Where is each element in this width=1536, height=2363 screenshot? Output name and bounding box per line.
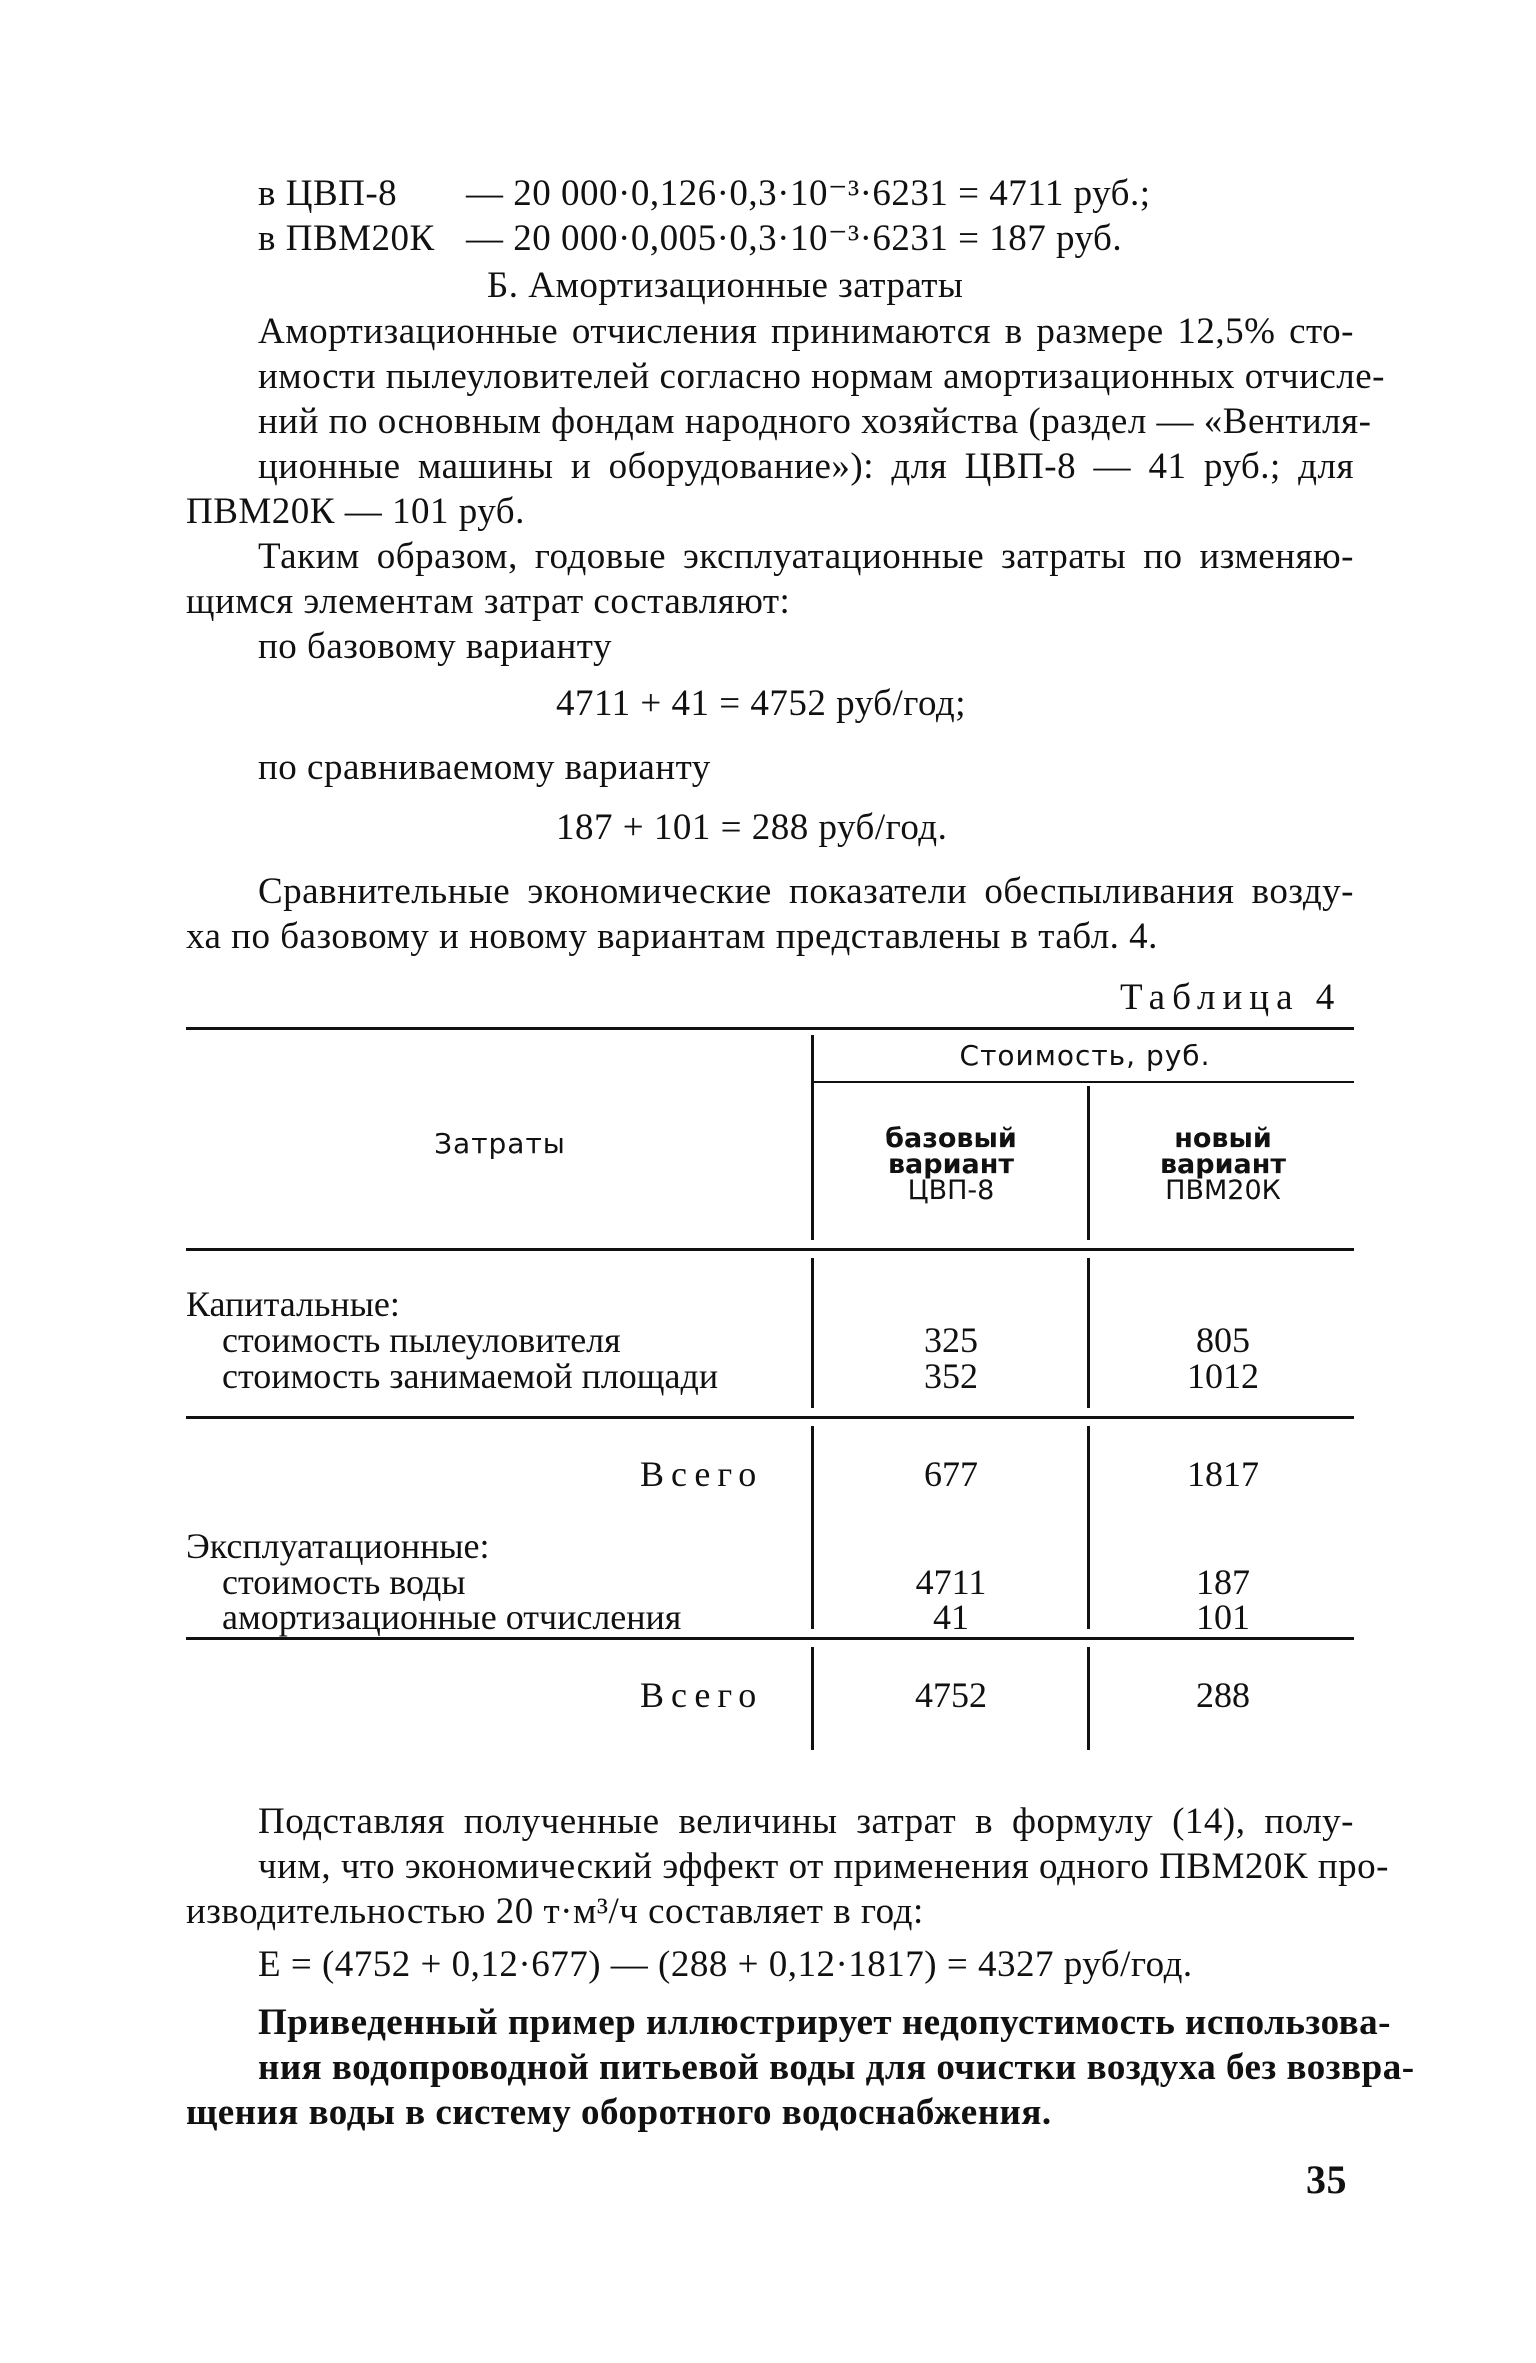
paragraph-line: изводительностью 20 т·м³/ч составляет в год: (186, 1891, 924, 1932)
formula-cvp: — 20 000·0,126·0,3·10⁻³·6231 = 4711 руб.; (466, 173, 1151, 214)
row-heading-capital: Капитальные: (186, 1284, 400, 1324)
formula-label-pvm: в ПВМ20К (258, 218, 435, 259)
cell-dust-collector-base: 325 (924, 1320, 978, 1360)
table-top-rule (186, 1027, 1354, 1030)
cell-operating-total-base: 4752 (915, 1675, 987, 1715)
base-variant-label: по базовому варианту (258, 626, 612, 667)
cell-area-new: 1012 (1187, 1356, 1259, 1396)
compare-variant-label: по сравниваемому варианту (258, 747, 711, 788)
cell-water-base: 4711 (915, 1562, 987, 1602)
row-label-depreciation: амортизационные отчисления (222, 1597, 682, 1637)
table-caption: Таблица 4 (1120, 977, 1342, 1018)
paragraph-line: ний по основным фондам народного хозяйства (раздел — «Вентиля- (258, 401, 1372, 442)
table-col-rule (811, 1035, 814, 1240)
col-header-new-line3: ПВМ20К (1165, 1175, 1281, 1206)
cell-area-base: 352 (924, 1356, 978, 1396)
page-number: 35 (1306, 2157, 1347, 2202)
col-header-base (815, 1123, 1087, 1206)
table-capital-rule (186, 1416, 1354, 1419)
formula-line-cvp (258, 172, 1151, 216)
paragraph-line: ПВМ20К — 101 руб. (186, 491, 525, 532)
paragraph-line: чим, что экономический эффект от применения одного ПВМ20К про- (258, 1846, 1389, 1887)
paragraph-line: Амортизационные отчисления принимаются в размере 12,5% сто- (258, 311, 1354, 352)
cell-dust-collector-new: 805 (1196, 1320, 1250, 1360)
table-header-rule (186, 1248, 1354, 1251)
col-header-base-line3: ЦВП-8 (907, 1175, 995, 1206)
paragraph-line: Приведенный пример иллюстрирует недопустимость использова- (258, 2002, 1391, 2043)
paragraph-line: ха по базовому и новому вариантам представлены в табл. 4. (186, 916, 1158, 957)
table-col-rule (811, 1426, 814, 1629)
col-header-value-group: Стоимость, руб. (959, 1039, 1211, 1072)
row-label-water: стоимость воды (222, 1562, 466, 1602)
table-col-rule (1087, 1647, 1090, 1750)
cell-depreciation-new: 101 (1196, 1597, 1250, 1637)
paragraph-line: Сравнительные экономические показатели обеспыливания возду- (258, 871, 1354, 912)
table-col-rule (811, 1647, 814, 1750)
row-label-dust-collector: стоимость пылеуловителя (222, 1320, 621, 1360)
table-group-rule (813, 1081, 1354, 1083)
cell-water-new: 187 (1196, 1562, 1250, 1602)
base-variant-formula: 4711 + 41 = 4752 руб/год; (556, 683, 967, 724)
paragraph-line: Подставляя полученные величины затрат в формулу (14), полу- (258, 1801, 1354, 1842)
table-col-rule (1087, 1258, 1090, 1408)
effect-formula: E = (4752 + 0,12·677) — (288 + 0,12·1817) = 4327 руб/год. (258, 1944, 1193, 1985)
formula-line-pvm (258, 217, 1122, 261)
col-header-base-line1: базовый (885, 1123, 1017, 1154)
formula-pvm: — 20 000·0,005·0,3·10⁻³·6231 = 187 руб. (466, 218, 1123, 259)
col-header-new-line1: новый (1174, 1123, 1272, 1154)
table-col-rule (1087, 1086, 1090, 1240)
col-header-base-line2: вариант (887, 1149, 1015, 1180)
cell-operating-total-new: 288 (1196, 1675, 1250, 1715)
paragraph-line: щения воды в систему оборотного водоснабжения. (186, 2092, 1052, 2133)
compare-variant-formula: 187 + 101 = 288 руб/год. (556, 807, 948, 848)
paragraph-line: щимся элементам затрат составляют: (186, 581, 791, 622)
col-header-new-line2: вариант (1159, 1149, 1287, 1180)
col-header-costs: Затраты (434, 1127, 566, 1160)
row-heading-operating: Эксплуатационные: (186, 1526, 490, 1566)
table-operating-rule (186, 1637, 1354, 1640)
formula-label-cvp: в ЦВП-8 (258, 173, 398, 214)
cell-capital-total-new: 1817 (1187, 1454, 1259, 1494)
table-col-rule (1087, 1426, 1090, 1629)
row-label-area: стоимость занимаемой площади (222, 1356, 719, 1396)
paragraph-line: имости пылеуловителей согласно нормам амортизационных отчисле- (258, 356, 1385, 397)
col-header-new (1091, 1123, 1355, 1206)
row-label-total-capital: Всего (640, 1454, 764, 1494)
cell-capital-total-base: 677 (924, 1454, 978, 1494)
section-title: Б. Амортизационные затраты (487, 265, 964, 306)
cell-depreciation-base: 41 (933, 1597, 969, 1637)
paragraph-line: ния водопроводной питьевой воды для очистки воздуха без возвра- (258, 2047, 1415, 2088)
row-label-total-operating: Всего (640, 1675, 764, 1715)
paragraph-line: ционные машины и оборудование»): для ЦВП-8 — 41 руб.; для (258, 446, 1354, 487)
paragraph-line: Таким образом, годовые эксплуатационные затраты по изменяю- (258, 536, 1354, 577)
table-col-rule (811, 1258, 814, 1408)
